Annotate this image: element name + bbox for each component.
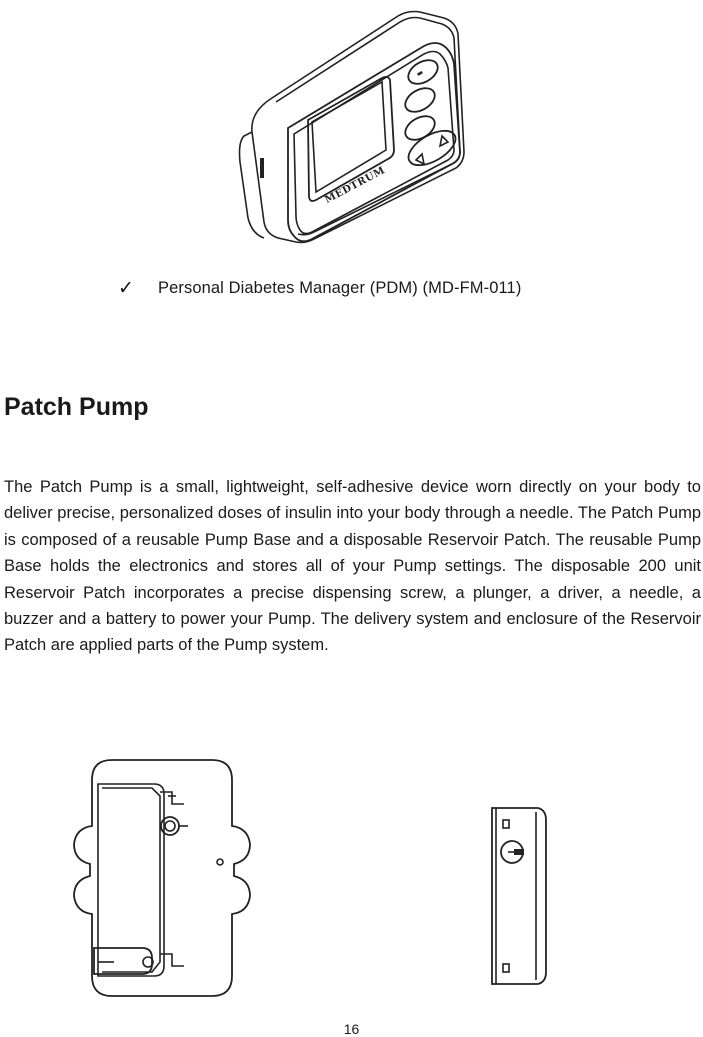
pdm-caption-text: Personal Diabetes Manager (PDM) (MD-FM-011) — [158, 278, 522, 297]
pump-base-illustration — [72, 756, 254, 1000]
section-paragraph: The Patch Pump is a small, lightweight, self-adhesive device worn directly on your body to deliver precise, personalized doses of insulin into your body through a needle. The Patch Pump is composed of a reusable Pump Base and a disposable Reservoir Patch. The reusable Pump Base holds the electronics and stores all of your Pump settings. The disposable 200 unit Reservoir Patch incorporates a precise dispensing screw, a plunger, a driver, a needle, a buzzer and a battery to power your Pump. The delivery system and enclosure of the Reservoir Patch are applied parts of the Pump system. — [4, 478, 701, 655]
page-number: 16 — [343, 1021, 360, 1037]
checkmark-icon: ✓ — [118, 277, 134, 299]
pdm-device-illustration — [230, 2, 470, 248]
section-title: Patch Pump — [4, 393, 149, 421]
svg-text:▬: ▬ — [415, 68, 425, 79]
pump-side-illustration — [486, 806, 548, 986]
pdm-caption — [118, 274, 521, 302]
pdm-logo: MEDTRUM — [323, 165, 388, 206]
